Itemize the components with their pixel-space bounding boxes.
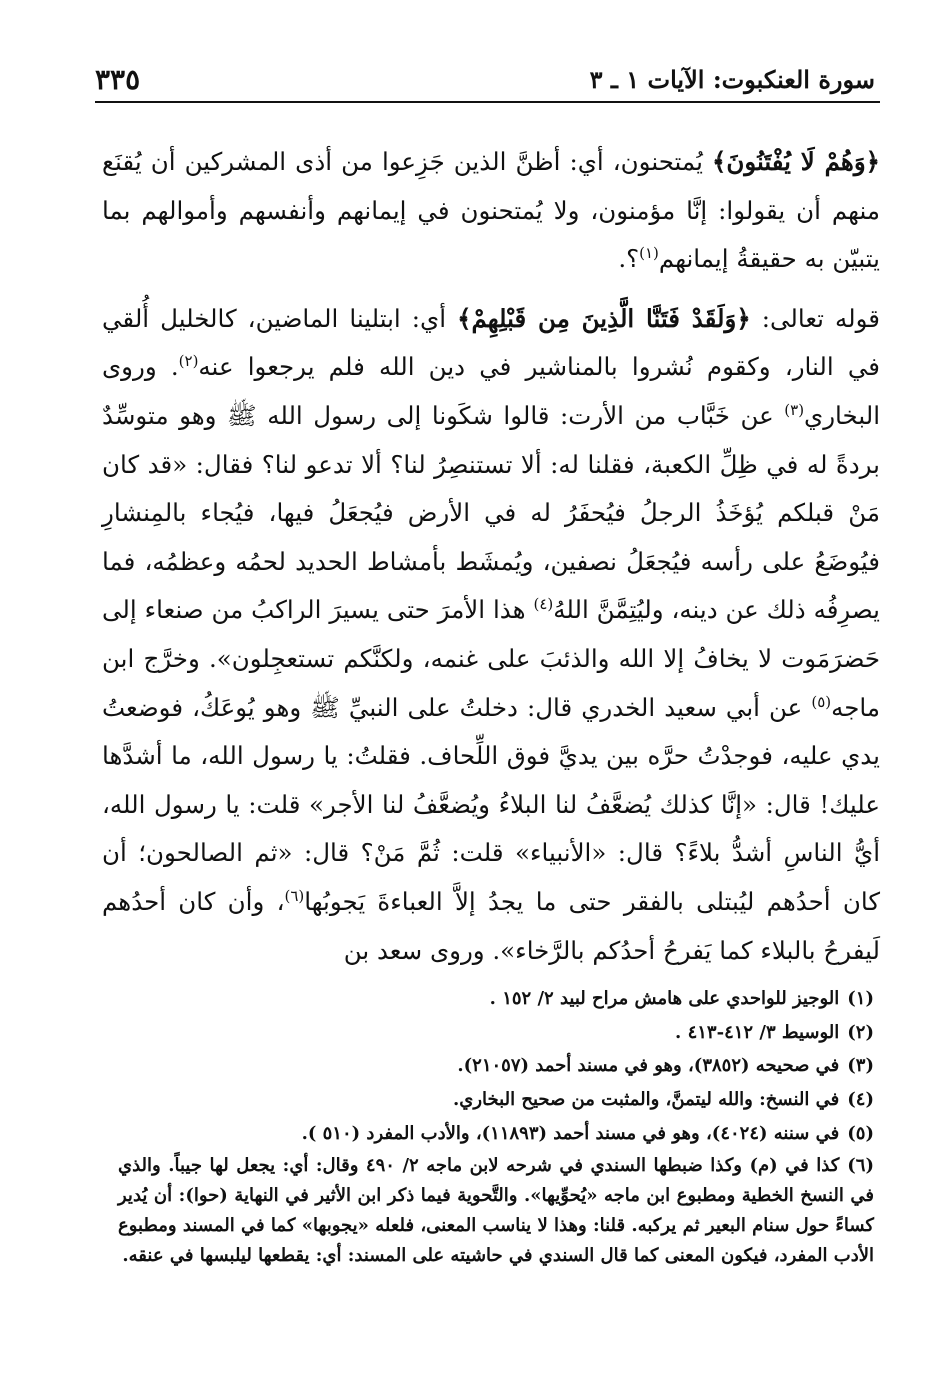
surah-title: سورة العنكبوت: الآيات ١ ـ ٣ [589,64,875,94]
footnote-ref-4[interactable]: (٤) [533,595,554,614]
footnote [118,982,874,1016]
paragraph-text: عن خَبَّاب من الأرت: قالوا شكَونا إلى رسول الله ﷺ وهو متوسِّدٌ بردةً له في ظِلِّ الكعبة، فقلنا له: ألا تستنصِرُ لنا؟ ألا تدعو لنا؟ فقال: «قد كان مَنْ قبلكم يُؤخَذُ الرجلُ فيُحفَرُ له في الأرض فيُجعَلُ فيها، فيُجاء بالمِنشارِ فيُوضَعُ على رأسه فيُجعَلُ نصفين، ويُمشَط بأمشاط الحديد لحمُه وعظمُه، فما يصرِفُه ذلك عن دينه، وليُتِمَّنَّ اللهُ [102,400,881,625]
footnote-marker: (٣) [847,1055,874,1077]
footnote-text: الوجيز للواحدي على هامش مراح لبيد ٢/ ١٥٢ . [489,988,840,1009]
paragraph-text: يُمتحنون، أي: أظنَّ الذين جَزِعوا من أذى المشركين أن يُقنَع منهم أن يقولوا: إنَّا مؤمنون، ولا يُمتحنون في إيمانهم وأنفسهم وأموالهم بما يتبيّن به حقيقةُ إيمانهم [102,147,880,274]
footnote [118,1151,874,1271]
footnote-text: كذا في (م) وكذا ضبطها السندي في شرحه لابن ماجه ٢/ ٤٩٠ وقال: أي: يجعل لها جيباً. والذي في النسخ الخطية ومطبوع ابن ماجه «يُحوِّيها». والتَّحوية فيما ذكر ابن الأثير في النهاية (حوا): أن يُدير كساءً حول سنام البعير ثم يركبه. قلنا: وهذا لا يناسب المعنى، فلعله «يجوبها» كما في المسند ومطبوع الأدب المفرد، فيكون المعنى كما قال السندي في حاشيته على المسند: أي: يقطعها ليلبسها في عنقه. [118,1154,874,1266]
footnote-marker: (٦) [847,1154,874,1176]
paragraph-2 [102,295,880,975]
paragraph-text: ؟. [618,244,640,274]
footnote-marker: (١) [847,988,874,1009]
paragraph-1 [102,138,880,284]
page-number: ٣٣٥ [95,62,141,96]
footnote-text: في النسخ: والله ليتمنَّ، والمثبت من صحيح البخاري. [453,1089,840,1111]
footnote-ref-5[interactable]: (٥) [811,692,832,711]
page-header [95,58,875,100]
header-divider [95,101,880,103]
quran-quote: ﴿وَهُمْ لَا يُفْتَنُونَ﴾ [712,147,881,176]
paragraph-text: عن أبي سعيد الخدري قال: دخلتُ على النبيِّ ﷺ وهو يُوعَكُ، فوضعتُ يدي عليه، فوجدْتُ حرَّه بين يديَّ فوق اللِّحاف. فقلتُ: يا رسول الله، ما أشدَّها عليك! قال: «إنَّا كذلك يُضعَّفُ لنا البلاءُ ويُضعَّفُ لنا الأجر» قلت: يا رسول الله، أيُّ الناسِ أشدُّ بلاءً؟ قال: «الأنبياء» قلت: ثُمَّ مَنْ؟ قال: «ثم الصالحون؛ أن كان أحدُهم ليُبتلى بالفقر حتى ما يجدُ إلاَّ العباءةَ يَجوبُها [102,692,880,916]
footnote [118,1083,874,1117]
footnote [118,1049,874,1083]
paragraph-text: هذا الأمرَ حتى يسيرَ الراكبُ من صنعاء إلى حَضرَمَوت لا يخافُ إلا الله والذئبَ على غنمه، ولكنَّكم تستعجِلون». وخرَّج ابن ماجه [102,595,880,722]
footnotes [118,982,874,1271]
footnote [118,1117,874,1151]
paragraph-text: . وروى البخاري [102,352,880,430]
footnote-text: الوسيط ٣/ ٤١٢-٤١٣ . [675,1021,840,1043]
footnote-ref-1[interactable]: (١) [639,244,659,263]
footnote-marker: (٥) [847,1122,874,1144]
paragraph-text: أي: ابتلينا الماضين، كالخليل أُلقي في النار، وكقوم نُشروا بالمناشير في دين الله فلم يرجعوا عنه [102,303,880,382]
footnote-ref-6[interactable]: (٦) [284,886,305,905]
quran-quote: ﴿وَلَقَدْ فَتَنَّا الَّذِينَ مِن قَبْلِهِمْ﴾ [457,303,751,333]
footnote-text: في سننه (٤٠٢٤)، وهو في مسند أحمد (١١٨٩٣)، والأدب المفرد (٥١٠ ). [301,1122,840,1144]
footnote-marker: (٢) [847,1021,874,1043]
footnote-marker: (٤) [847,1089,874,1111]
paragraph-text: ، وأن كان أحدُهم لَيفرحُ بالبلاء كما يَفرحُ أحدُكم بالرَّخاء». وروى سعد بن [102,886,880,965]
paragraph-text: قوله تعالى: [750,303,881,333]
footnote-ref-3[interactable]: (٣) [784,400,805,419]
footnote-text: في صحيحه (٣٨٥٢)، وهو في مسند أحمد (٢١٠٥٧). [457,1055,840,1077]
footnote [118,1016,874,1050]
main-text [102,138,880,975]
footnote-ref-2[interactable]: (٢) [178,352,199,371]
